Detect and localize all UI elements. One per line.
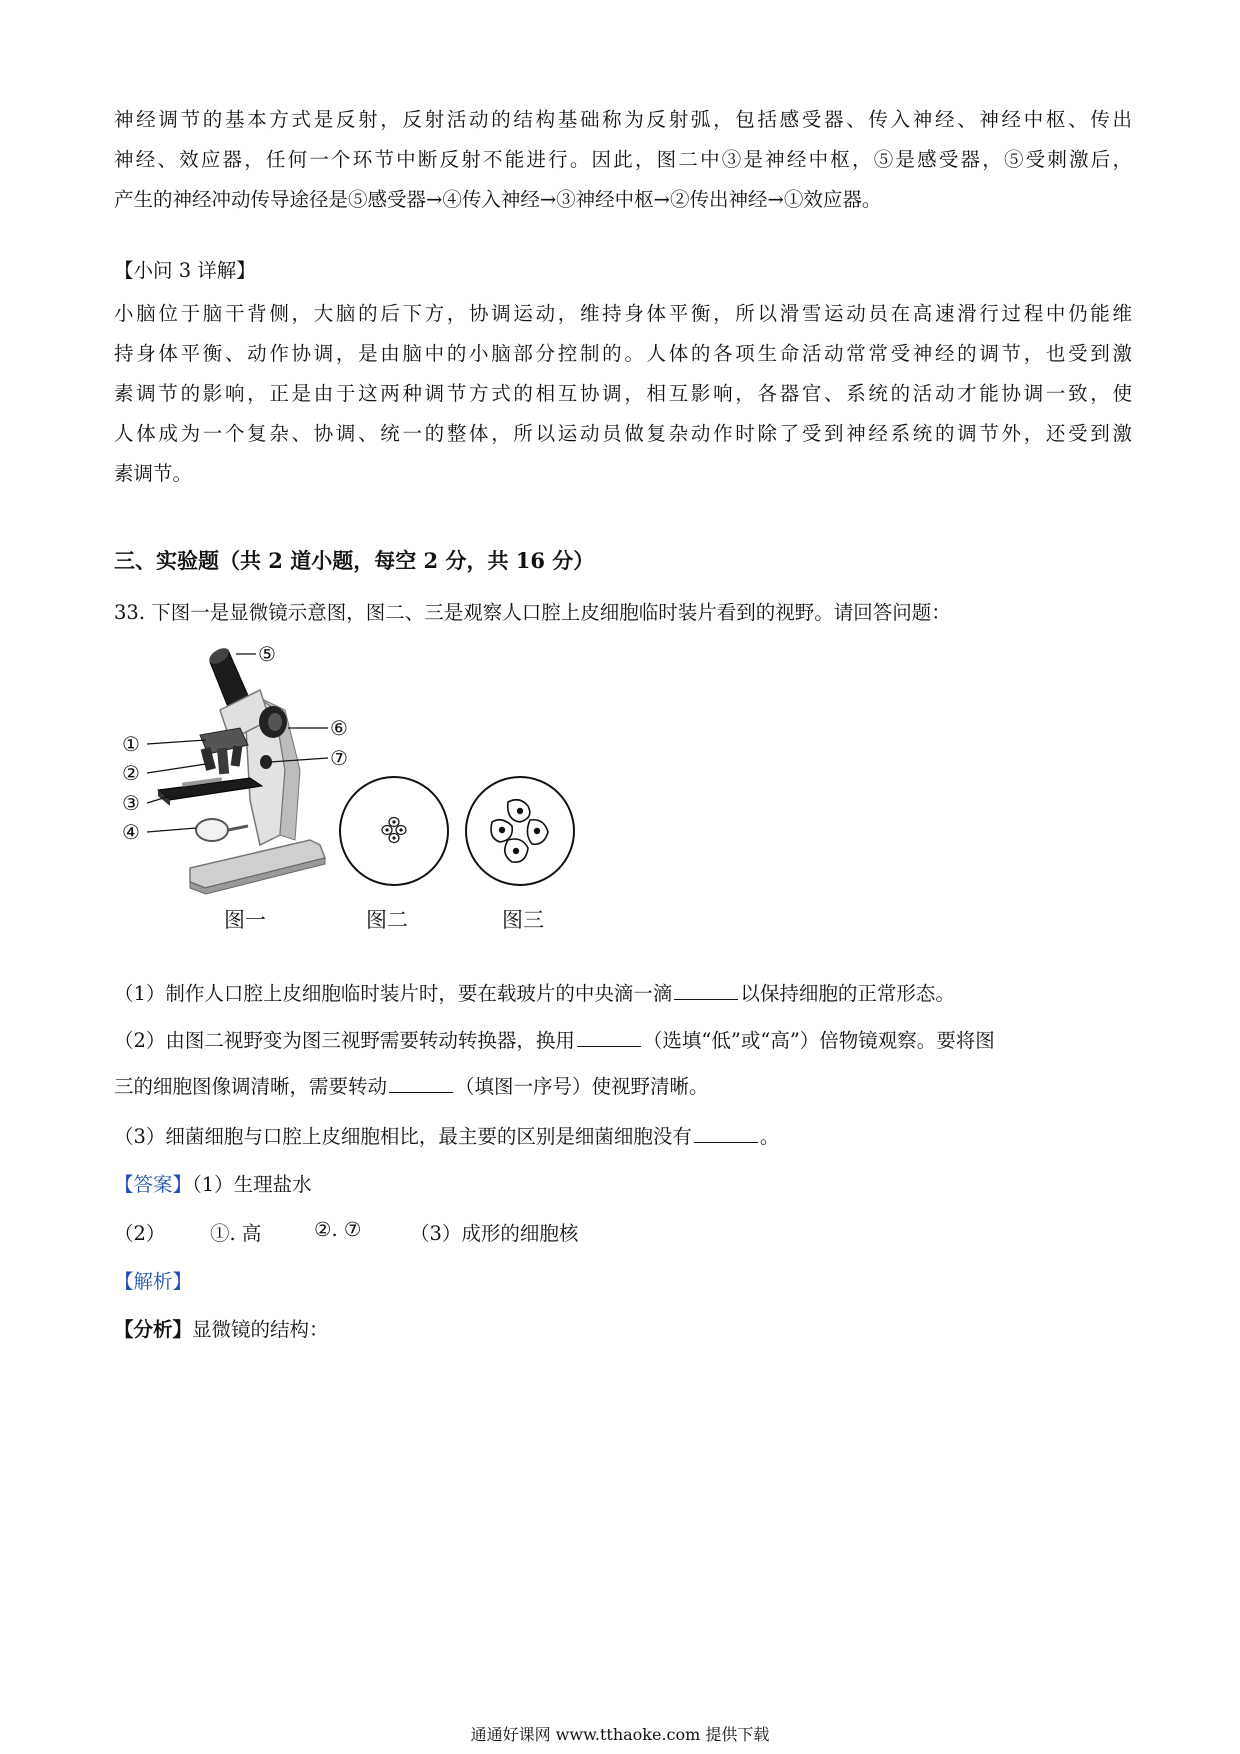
answer-2-part-2: ②. ⑦ <box>314 1218 362 1241</box>
figure-2-caption: 图二 <box>366 908 408 932</box>
text-line: 神经调节的基本方式是反射，反射活动的结构基础称为反射弧，包括感受器、传入神经、神经中枢、传出 <box>114 108 1132 131</box>
answer-blank <box>389 1076 453 1093</box>
question-2-text-mid: （选填“低”或“高”）倍物镜观察。要将图 <box>642 1029 995 1052</box>
answer-blank <box>694 1126 758 1143</box>
answer-label: 【答案】 <box>114 1173 193 1196</box>
callout-label-5: ⑤ <box>258 642 276 666</box>
explanation-paragraph-1 <box>114 100 1132 220</box>
text-line: 小脑位于脑干背侧，大脑的后下方，协调运动，维持身体平衡，所以滑雪运动员在高速滑行过程中仍能维 <box>114 302 1132 325</box>
text-line: 素调节的影响，正是由于这两种调节方式的相互协调，相互影响，各器官、系统的活动才能协调一致，使 <box>114 382 1132 405</box>
low-power-view-field <box>340 777 448 885</box>
callout-label-2: ② <box>122 761 140 785</box>
microscope-figure <box>110 640 590 900</box>
figure-3-caption: 图三 <box>502 908 544 932</box>
question-2-text-end: （填图一序号）使视野清晰。 <box>455 1075 709 1098</box>
answer-3: （3）成形的细胞核 <box>410 1222 579 1245</box>
question-3-text-end: 。 <box>759 1125 780 1148</box>
question-2-text-cont: 三的细胞图像调清晰，需要转动 <box>114 1075 388 1098</box>
text-line: 素调节。 <box>114 462 193 485</box>
explanation-paragraph-2 <box>114 294 1132 494</box>
sub-question-3-label: 【小问 3 详解】 <box>114 259 256 282</box>
callout-label-3: ③ <box>122 791 140 815</box>
callout-label-6: ⑥ <box>330 716 348 740</box>
figure-1-caption: 图一 <box>224 908 266 932</box>
question-1-text-end: 以保持细胞的正常形态。 <box>740 982 955 1005</box>
text-line: 神经、效应器，任何一个环节中断反射不能进行。因此，图二中③是神经中枢，⑤是感受器，⑤受刺激后， <box>114 148 1132 171</box>
answer-2-num: （2） <box>114 1222 166 1245</box>
fenxi-line <box>114 1314 329 1342</box>
question-2-line-1 <box>114 1025 995 1053</box>
answer-2-part-1: ①. 高 <box>210 1222 262 1245</box>
leader-line <box>147 740 206 744</box>
text-line: 产生的神经冲动传导途径是⑤感受器→④传入神经→③神经中枢→②传出神经→①效应器。 <box>114 188 882 211</box>
text-line: 持身体平衡、动作协调，是由脑中的小脑部分控制的。人体的各项生命活动常常受神经的调节，也受到激 <box>114 342 1132 365</box>
page-footer: 通通好课网 www.tthaoke.com 提供下载 <box>470 1725 770 1744</box>
fenxi-text: 显微镜的结构： <box>192 1318 329 1341</box>
question-2-line-2 <box>114 1071 709 1099</box>
section-heading: 三、实验题（共 2 道小题，每空 2 分，共 16 分） <box>114 548 595 573</box>
microscope-illustration <box>158 645 325 894</box>
analysis-label: 【解析】 <box>114 1270 193 1293</box>
answer-1: （1）生理盐水 <box>192 1173 312 1196</box>
fenxi-label: 【分析】 <box>114 1318 193 1341</box>
answer-line-1 <box>114 1169 312 1197</box>
question-1 <box>114 978 955 1006</box>
leader-line <box>147 828 196 832</box>
leader-line <box>147 764 206 773</box>
question-33-intro: 33. 下图一是显微镜示意图，图二、三是观察人口腔上皮细胞临时装片看到的视野。请回答问题： <box>114 601 951 624</box>
text-line: 人体成为一个复杂、协调、统一的整体，所以运动员做复杂动作时除了受到神经系统的调节外，还受到激 <box>114 422 1132 445</box>
answer-blank <box>577 1030 641 1047</box>
callout-label-4: ④ <box>122 820 140 844</box>
question-3 <box>114 1121 779 1149</box>
question-2-text: （2）由图二视野变为图三视野需要转动转换器，换用 <box>114 1029 575 1052</box>
callout-label-7: ⑦ <box>330 746 348 770</box>
answer-blank <box>674 983 738 1000</box>
high-power-view-field <box>466 777 574 885</box>
callout-label-1: ① <box>122 732 140 756</box>
question-3-text: （3）细菌细胞与口腔上皮细胞相比，最主要的区别是细菌细胞没有 <box>114 1125 692 1148</box>
question-1-text: （1）制作人口腔上皮细胞临时装片时，要在载玻片的中央滴一滴 <box>114 982 673 1005</box>
